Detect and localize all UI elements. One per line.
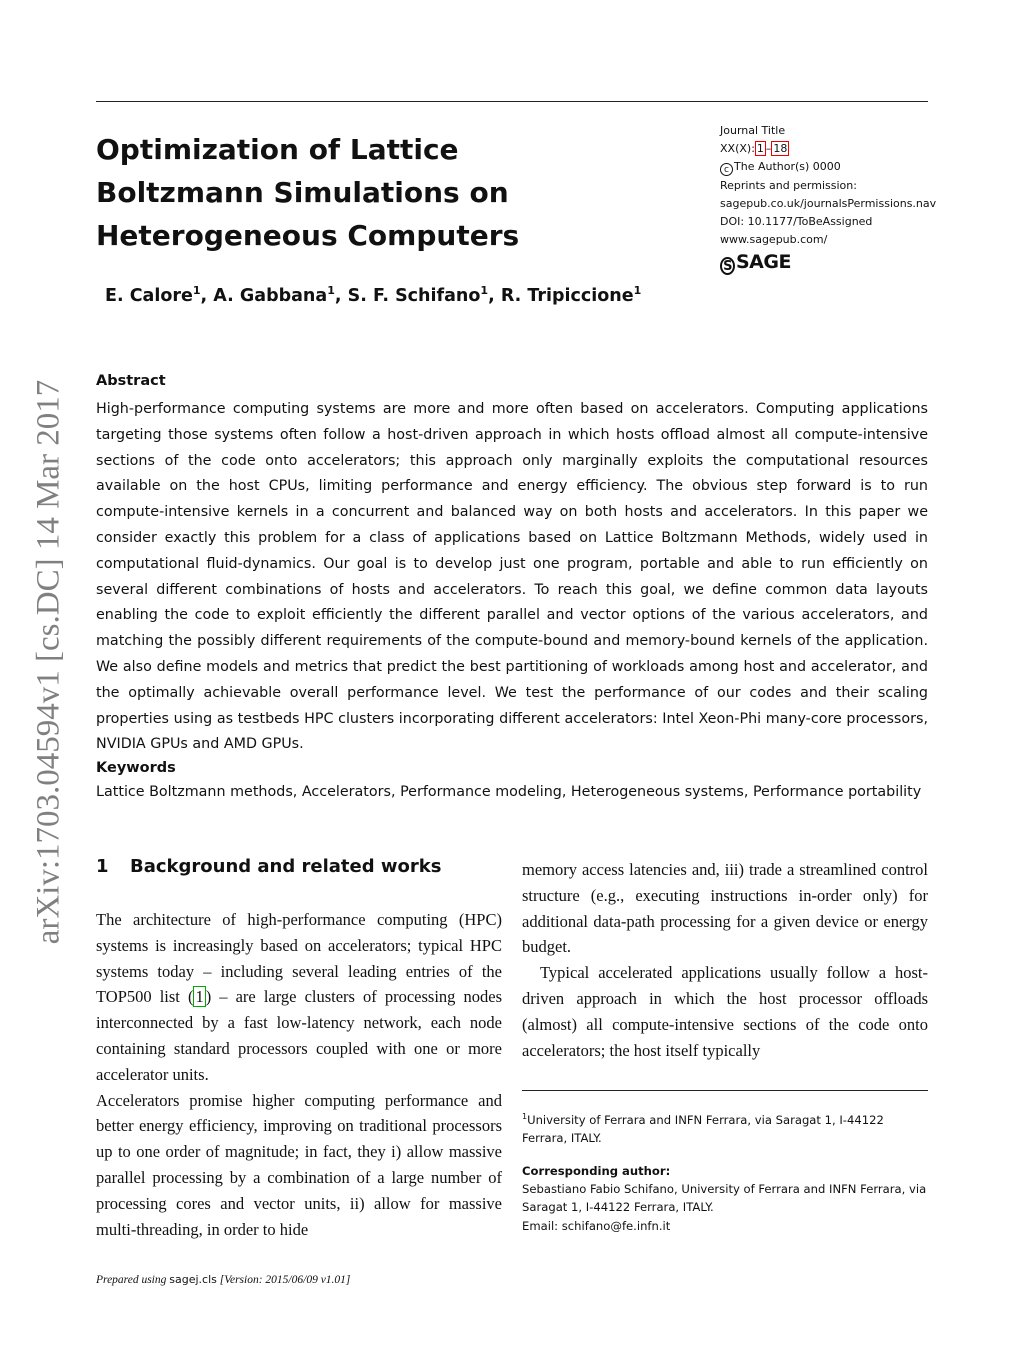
author-name: E. Calore [105, 285, 193, 306]
author-affiliation-mark: 1 [192, 284, 201, 297]
sage-logo [720, 253, 935, 275]
page-footer [96, 1273, 350, 1286]
left-column [96, 907, 502, 1242]
copyright-icon: c [720, 163, 733, 176]
sage-logo-text: SAGE [736, 251, 791, 274]
paper-title: Optimization of Lattice Boltzmann Simulations on Heterogeneous Computers [96, 133, 520, 252]
author-affiliation-mark: 1 [633, 284, 642, 297]
citation-link[interactable]: 1 [195, 987, 204, 1007]
author-list: E. Calore$^1$, A. Gabbana$^1$, S. F. Schifano$^1$, R. Tripiccione$^1$ [105, 284, 642, 306]
footer-version: [Version: 2015/06/09 v1.01] [219, 1274, 351, 1286]
journal-volume: XX(X): [720, 142, 755, 156]
footer-prepared: Prepared using [96, 1274, 167, 1286]
permissions-url: sagepub.co.uk/journalsPermissions.nav [720, 196, 937, 210]
copyright-line [720, 158, 935, 176]
page-end-link[interactable]: 18 [773, 142, 788, 156]
journal-pages [720, 140, 935, 158]
section-number: 1 [96, 856, 109, 877]
paragraph-text: ) – are large clusters of processing nodes interconnected by a fast low-latency network, each node containing standard processors coupled with one or more accelerator units. [96, 987, 502, 1084]
author-affiliation-mark: 1 [480, 284, 489, 297]
paragraph: Accelerators promise higher computing performance and better energy efficiency, improving on traditional processors up to one order of magnitude; in fact, they i) allow massive parallel processing by a combination of a large number of processing cores and vector units, ii) allow for massive multi-threading, in order to hide [96, 1090, 502, 1239]
corresponding-label: Corresponding author: [522, 1164, 671, 1178]
author-affiliation-mark: 1 [327, 284, 335, 297]
page-start-link[interactable]: 1 [756, 142, 764, 156]
right-column [522, 857, 928, 1063]
affiliation-text: University of Ferrara and INFN Ferrara, via Saragat 1, I-44122 Ferrara, ITALY. [522, 1112, 884, 1145]
arxiv-stamp[interactable]: arXiv:1703.04594v1 [cs.DC] 14 Mar 2017 [30, 379, 67, 945]
corresponding-author [522, 1162, 932, 1216]
copyright-text: The Author(s) 0000 [734, 160, 841, 174]
journal-info [720, 122, 935, 275]
page-sep: – [765, 142, 772, 156]
paragraph-text: The architecture of high-performance computing (HPC) systems is increasingly based on accelerators; typical HPC systems today – including several leading entries of the TOP500 list ( [96, 910, 502, 1007]
paragraph [96, 907, 502, 1088]
footnote-rule [522, 1090, 928, 1091]
abstract-heading: Abstract [96, 373, 166, 389]
author-name: R. Tripiccione [500, 285, 634, 306]
section-title: Background and related works [130, 856, 442, 877]
author-name: S. F. Schifano [347, 285, 481, 306]
paragraph: Typical accelerated applications usually follow a host-driven approach in which the host processor offloads (almost) all compute-intensive sections of the code onto accelerators; the host itself typically [522, 963, 928, 1060]
doi-line: DOI: 10.1177/ToBeAssigned [720, 215, 873, 229]
affiliation-footnote [522, 1108, 932, 1147]
section-heading [96, 856, 441, 877]
footer-cls: sagej.cls [169, 1273, 217, 1286]
journal-name: Journal Title [720, 124, 786, 137]
sage-s-icon: S [720, 257, 735, 275]
keywords-text: Lattice Boltzmann methods, Accelerators, Performance modeling, Heterogeneous systems, Performance portability [96, 784, 922, 800]
abstract-text: High-performance computing systems are more and more often based on accelerators. Computing applications targeting those systems often follow a host-driven approach in which hosts offload almost all compute-intensive sections of the code onto accelerators; this approach only marginally exploits the computational resources available on the host CPUs, limiting performance and energy efficiency. The obvious step forward is to run compute-intensive kernels in a concurrent and balanced way on both hosts and accelerators. In this paper we consider exactly this problem for a class of applications based on Lattice Boltzmann Methods, widely used in computational fluid-dynamics. Our goal is to develop just one program, portable and able to run efficiently on several different combinations of hosts and accelerators. To reach this goal, we define common data layouts enabling the code to exploit efficiently the different parallel and vector options of the various accelerators, and matching the possibly different requirements of the compute-bound and memory-bound kernels of the application. We also define models and metrics that predict the best partitioning of workloads among host and accelerator, and the optimally achievable overall performance level. We test the performance of our codes and their scaling properties using as testbeds HPC clusters incorporating different accelerators: Intel Xeon-Phi many-core processors, NVIDIA GPUs and AMD GPUs. [96, 401, 928, 753]
keywords-heading: Keywords [96, 760, 176, 776]
author-name: A. Gabbana [213, 285, 328, 306]
corresponding-text: Sebastiano Fabio Schifano, University of Ferrara and INFN Ferrara, via Saragat 1, I-44122 Ferrara, ITALY. [522, 1182, 927, 1214]
affiliation-mark: 1 [522, 1112, 528, 1121]
email-line: Email: schifano@fe.infn.it [522, 1219, 671, 1233]
website-line: www.sagepub.com/ [720, 233, 828, 247]
reprints-line: Reprints and permission: [720, 178, 857, 192]
paragraph: memory access latencies and, iii) trade a streamlined control structure (e.g., executing instructions in-order only) for additional data-path processing for a given device or energy budget. [522, 860, 928, 957]
top-rule [96, 101, 928, 102]
